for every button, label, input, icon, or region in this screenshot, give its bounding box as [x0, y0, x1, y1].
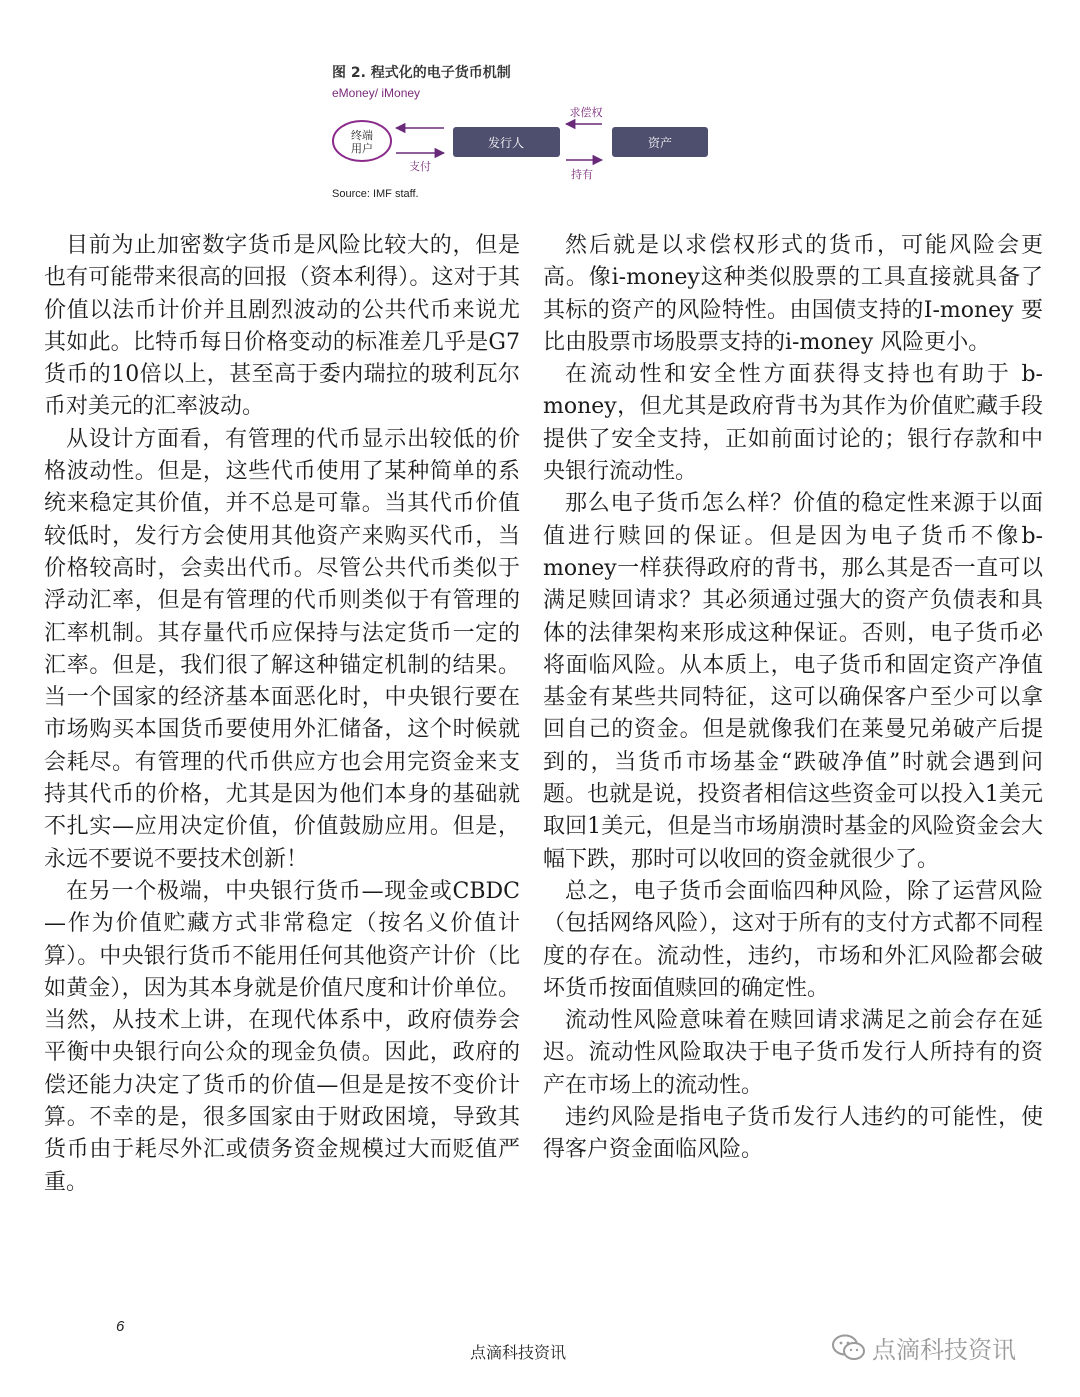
figure-source: Source: IMF staff. — [332, 188, 419, 200]
right-paragraph: 总之，电子货币会面临四种风险，除了运营风险（包括网络风险），这对于所有的支付方式都不同程度的存在。流动性，违约，市场和外汇风险都会破坏货币按面值赎回的确定性。 — [543, 878, 1043, 1001]
left-paragraph: 目前为止加密数字货币是风险比较大的，但是也有可能带来很高的回报（资本利得）。这对于其价值以法币计价并且剧烈波动的公共代币来说尤其如此。比特币每日价格变动的标准差几乎是G7货币的10倍以上，甚至高于委内瑞拉的玻利瓦尔币对美元的汇率波动。 — [44, 233, 520, 420]
page-number: 6 — [116, 1318, 125, 1335]
emoney-diagram — [332, 102, 752, 187]
right-paragraph: 在流动性和安全性方面获得支持也有助于 b-money，但尤其是政府背书为其作为价值贮藏手段提供了安全支持，正如前面讨论的；银行存款和中央银行流动性。 — [543, 362, 1043, 485]
wechat-icon — [832, 1334, 866, 1362]
right-paragraph: 然后就是以求偿权形式的货币，可能风险会更高。像i-money这种类似股票的工具直接就具备了其标的资产的风险特性。由国债支持的I-money 要比由股票市场股票支持的i-money 风险更小。 — [543, 233, 1043, 355]
label-hold: 持有 — [571, 168, 593, 181]
label-pay: 支付 — [409, 160, 431, 173]
left-column — [44, 230, 520, 1199]
figure-subtitle: eMoney/ iMoney — [332, 86, 421, 100]
footer-text: 点滴科技资讯 — [470, 1343, 567, 1362]
right-paragraph: 流动性风险意味着在赎回请求满足之前会存在延迟。流动性风险取决于电子货币发行人所持有的资产在市场上的流动性。 — [543, 1008, 1043, 1098]
left-paragraph: 在另一个极端，中央银行货币—现金或CBDC—作为价值贮藏方式非常稳定（按名义价值计算）。中央银行货币不能用任何其他资产计价（比如黄金），因为其本身就是价值尺度和计价单位。当然，从技术上讲，在现代体系中，政府债券会平衡中央银行向公众的现金负债。因此，政府的偿还能力决定了货币的价值—但是是按不变价计算。不幸的是，很多国家由于财政困境，导致其货币由于耗尽外汇或债务资金规模过大而贬值严重。 — [44, 878, 520, 1195]
issuer-node-label: 发行人 — [487, 136, 525, 150]
right-paragraph: 那么电子货币怎么样？价值的稳定性来源于以面值进行赎回的保证。但是因为电子货币不像b-money一样获得政府的背书，那么其是否一直可以满足赎回请求？其必须通过强大的资产负债表和具体的法律架构来形成这种保证。否则，电子货币必将面临风险。从本质上，电子货币和固定资产净值基金有某些共同特征，这可以确保客户至少可以拿回自己的资金。但是就像我们在莱曼兄弟破产后提到的，当货币市场基金“跌破净值”时就会遇到问题。也就是说，投资者相信这些资金可以投入1美元取回1美元，但是当市场崩溃时基金的风险资金会大幅下跌，那时可以收回的资金就很少了。 — [543, 491, 1043, 872]
right-column — [543, 230, 1043, 1167]
asset-node-label: 资产 — [647, 136, 673, 150]
user-node-label: 终端用户 — [351, 129, 373, 155]
figure-2 — [332, 62, 752, 207]
watermark-text: 点滴科技资讯 — [872, 1336, 1016, 1364]
figure-title: 图 2. 程式化的电子货币机制 — [332, 65, 511, 81]
watermark — [832, 1330, 1016, 1365]
right-paragraph: 违约风险是指电子货币发行人违约的可能性，使得客户资金面临风险。 — [543, 1105, 1043, 1163]
left-paragraph: 从设计方面看，有管理的代币显示出较低的价格波动性。但是，这些代币使用了某种简单的系统来稳定其价值，并不总是可靠。当其代币价值较低时，发行方会使用其他资产来购买代币，当价格较高时，会卖出代币。尽管公共代币类似于浮动汇率，但是有管理的代币则类似于有管理的汇率机制。其存量代币应保持与法定货币一定的汇率。但是，我们很了解这种锚定机制的结果。当一个国家的经济基本面恶化时，中央银行要在市场购买本国货币要使用外汇储备，这个时候就会耗尽。有管理的代币供应方也会用完资金来支持其代币的价格，尤其是因为他们本身的基础就不扎实—应用决定价值，价值鼓励应用。但是，永远不要说不要技术创新！ — [44, 426, 520, 872]
label-claim: 求偿权 — [569, 106, 603, 119]
